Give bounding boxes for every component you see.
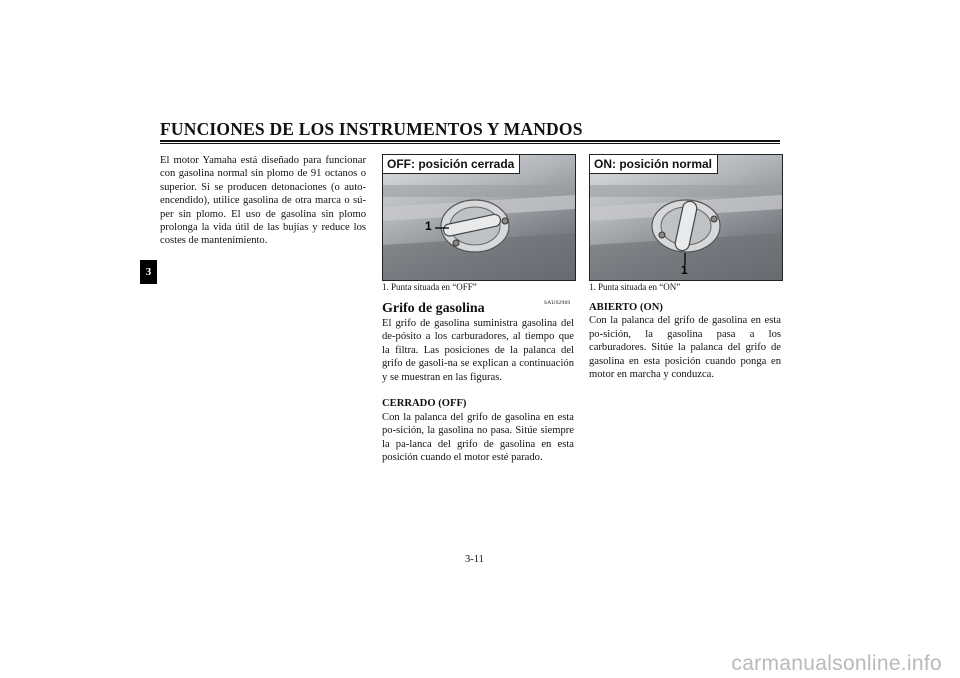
watermark[interactable]: carmanualsonline.info [731, 652, 942, 675]
chapter-tab[interactable]: 3 [140, 260, 157, 284]
fuel-paragraph: El motor Yamaha está diseñado para funcionar con gasolina normal sin plomo de 91 octanos o superior. Si se producen detonaciones (o auto-encendido), utilice gasolina de otra marca o sú-per sin plomo. El uso de gasolina sin plomo prolonga la vida útil de las bujías y reduce los costes de mantenimiento. [160, 155, 366, 247]
figure-off-caption: 1. Punta situada en “OFF” [382, 282, 477, 292]
figure-on-caption: 1. Punta situada en “ON” [589, 282, 681, 292]
spacer [382, 384, 574, 397]
section-intro: El grifo de gasolina suministra gasolina del de-pósito a los carburadores, al tiempo que la filtra. Las posiciones de la palanca del grifo de gasoli-na se explican a continuación y se muestran en las figuras. [382, 318, 574, 383]
off-text: Con la palanca del grifo de gasolina en esta po-sición, la gasolina no pasa. Sitúe siempre la pa-lanca del grifo de gasolina en esta posición cuando el motor esté parado. [382, 411, 574, 464]
figure-on-label: ON: posición normal [590, 155, 718, 174]
figure-on-callout: 1 [681, 263, 688, 277]
right-column [589, 301, 781, 381]
on-heading: ABIERTO (ON) [589, 302, 663, 313]
middle-column [382, 301, 574, 464]
title-rule-thin [160, 143, 780, 144]
left-column [160, 154, 366, 248]
page-number: 3-11 [465, 554, 484, 565]
figure-off-photo [382, 154, 576, 281]
page-title: FUNCIONES DE LOS INSTRUMENTOS Y MANDOS [160, 119, 583, 139]
figure-off-callout: 1 [425, 219, 432, 233]
title-rule [160, 140, 780, 142]
figure-on-photo [589, 154, 783, 281]
figure-off-label: OFF: posición cerrada [383, 155, 520, 174]
section-title: Grifo de gasolina [382, 301, 485, 316]
section-code: SAU02969 [544, 300, 571, 306]
on-text: Con la palanca del grifo de gasolina en esta po-sición, la gasolina pasa a los carburadores. Sitúe la palanca del grifo de gasolina en esta posición cuando ponga en motor en marcha y conduzca. [589, 315, 781, 381]
off-heading: CERRADO (OFF) [382, 398, 467, 410]
